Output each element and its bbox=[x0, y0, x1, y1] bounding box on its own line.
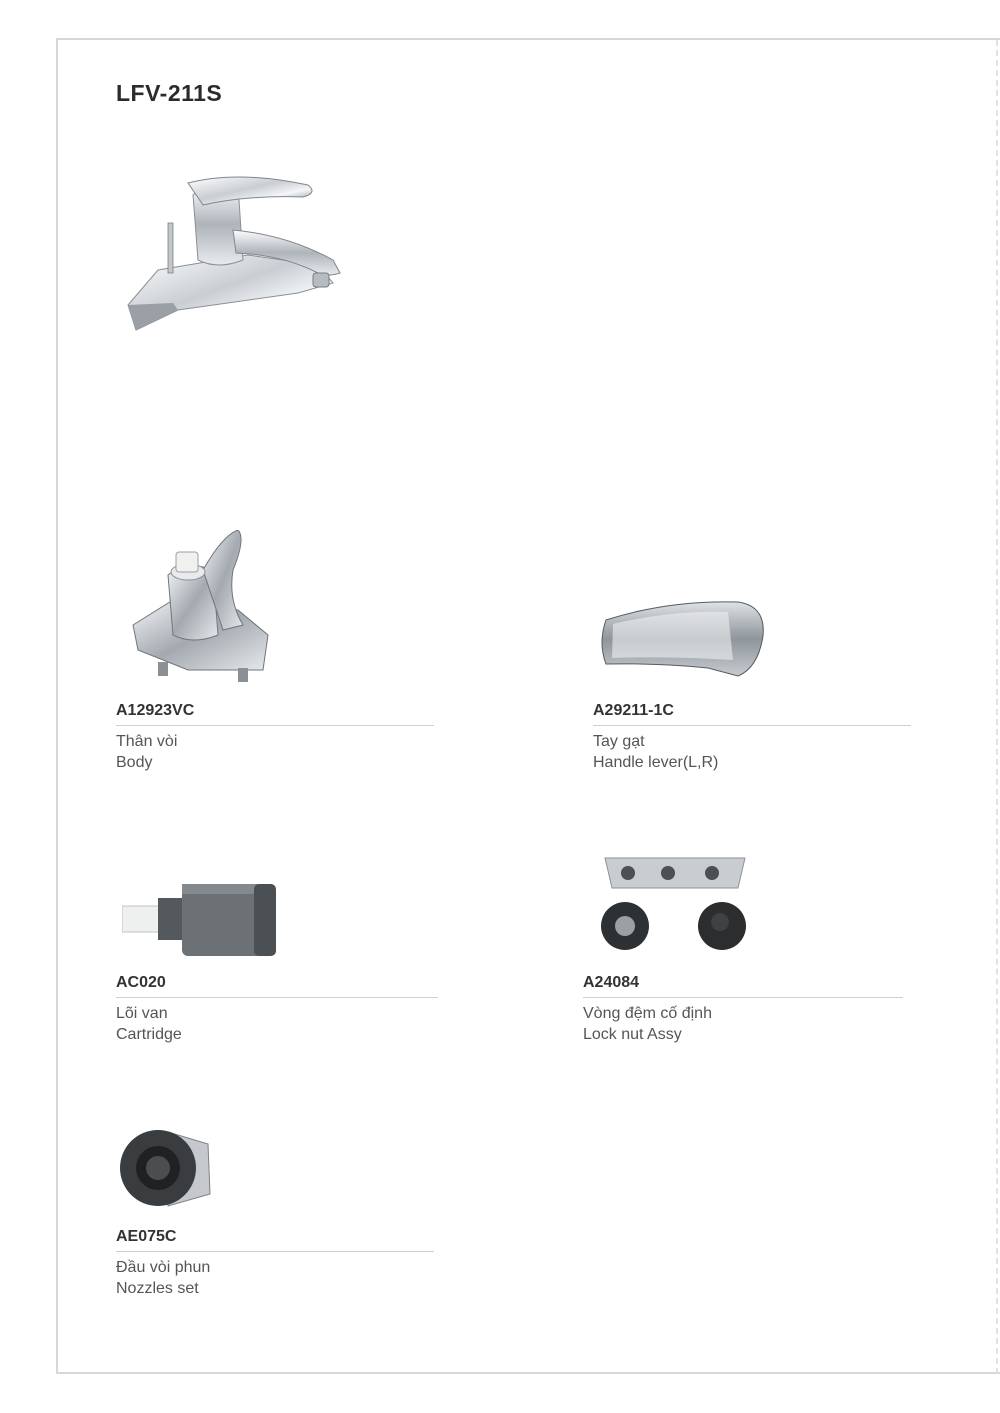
part-code: A12923VC bbox=[116, 702, 195, 719]
part-name-vi: Lõi van bbox=[116, 1005, 168, 1022]
faucet-body-icon bbox=[128, 530, 273, 685]
divider bbox=[116, 1251, 434, 1252]
part-code: A24084 bbox=[583, 974, 640, 991]
divider bbox=[116, 725, 434, 726]
faucet-product-image bbox=[118, 165, 348, 345]
part-nozzle bbox=[116, 1226, 434, 1299]
part-name-en: Body bbox=[116, 754, 153, 771]
part-name-en: Lock nut Assy bbox=[583, 1026, 682, 1043]
part-code: AC020 bbox=[116, 974, 166, 991]
part-code: AE075C bbox=[116, 1228, 177, 1245]
part-code: A29211-1C bbox=[593, 702, 674, 719]
divider bbox=[116, 997, 438, 998]
part-name-vi: Tay gạt bbox=[593, 733, 645, 750]
divider bbox=[583, 997, 903, 998]
part-body bbox=[116, 700, 434, 773]
part-name-vi: Vòng đệm cố định bbox=[583, 1005, 712, 1022]
divider bbox=[593, 725, 911, 726]
part-name-en: Handle lever(L,R) bbox=[593, 754, 719, 771]
part-handle-lever bbox=[593, 700, 911, 773]
part-name-vi: Đầu vòi phun bbox=[116, 1259, 211, 1276]
part-name-en: Cartridge bbox=[116, 1026, 182, 1043]
part-cartridge bbox=[116, 972, 438, 1045]
nozzle-icon bbox=[118, 1122, 213, 1212]
lock-nut-icon bbox=[600, 850, 750, 952]
page-edge-dash bbox=[996, 40, 998, 1374]
model-title: LFV-211S bbox=[116, 80, 223, 106]
part-lock-nut bbox=[583, 972, 903, 1045]
cartridge-icon bbox=[122, 880, 282, 958]
part-name-en: Nozzles set bbox=[116, 1280, 199, 1297]
handle-lever-icon bbox=[598, 598, 768, 683]
part-name-vi: Thân vòi bbox=[116, 733, 178, 750]
